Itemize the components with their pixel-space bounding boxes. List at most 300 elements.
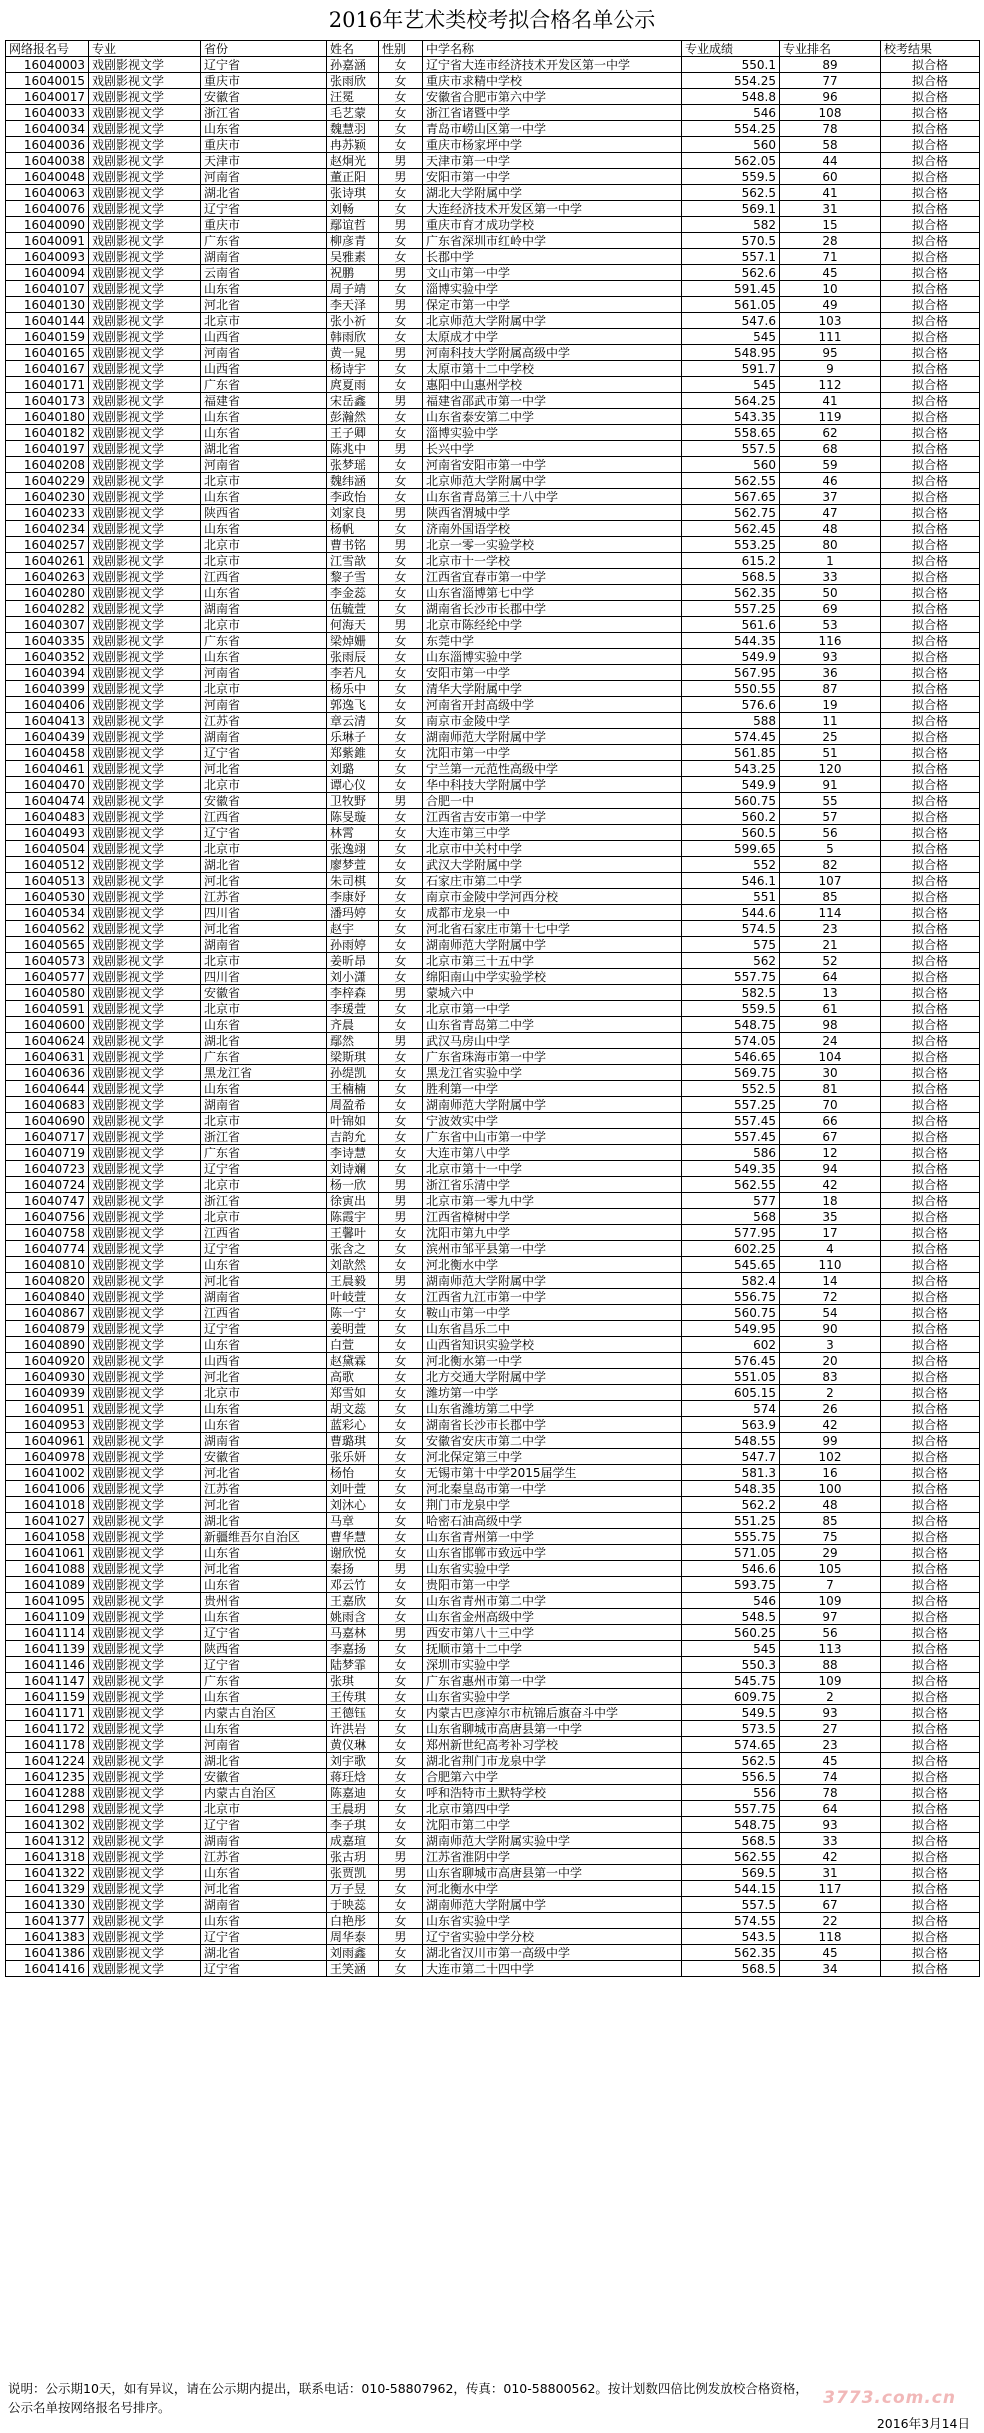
cell-rank: 31: [780, 1865, 881, 1881]
table-row: [6, 169, 980, 185]
cell-result: 拟合格: [881, 361, 980, 377]
cell-registration-id: 16040033: [6, 105, 89, 121]
cell-school: 江西省吉安市第一中学: [423, 809, 682, 825]
table-row: [6, 1833, 980, 1849]
cell-sex: 女: [379, 1817, 423, 1833]
cell-school: 湖南省长沙市长郡中学: [423, 601, 682, 617]
table-row: [6, 777, 980, 793]
table-row: [6, 585, 980, 601]
cell-sex: 女: [379, 521, 423, 537]
cell-sex: 女: [379, 1689, 423, 1705]
cell-sex: 女: [379, 73, 423, 89]
cell-name: 张梦瑶: [327, 457, 379, 473]
cell-sex: 女: [379, 1801, 423, 1817]
cell-score: 544.35: [682, 633, 780, 649]
table-row: [6, 281, 980, 297]
cell-name: 万子昱: [327, 1881, 379, 1897]
table-row: [6, 121, 980, 137]
cell-rank: 14: [780, 1273, 881, 1289]
cell-sex: 女: [379, 1417, 423, 1433]
cell-result: 拟合格: [881, 729, 980, 745]
table-row: [6, 361, 980, 377]
cell-name: 刘歆然: [327, 1257, 379, 1273]
cell-province: 山西省: [201, 329, 327, 345]
cell-result: 拟合格: [881, 1561, 980, 1577]
cell-province: 山东省: [201, 1017, 327, 1033]
cell-result: 拟合格: [881, 473, 980, 489]
cell-result: 拟合格: [881, 1609, 980, 1625]
cell-major: 戏剧影视文学: [89, 921, 201, 937]
cell-name: 李若凡: [327, 665, 379, 681]
cell-result: 拟合格: [881, 1913, 980, 1929]
table-row: [6, 105, 980, 121]
cell-sex: 女: [379, 233, 423, 249]
cell-sex: 女: [379, 969, 423, 985]
cell-result: 拟合格: [881, 1673, 980, 1689]
cell-sex: 女: [379, 457, 423, 473]
cell-score: 560.5: [682, 825, 780, 841]
cell-sex: 女: [379, 745, 423, 761]
table-row: [6, 1001, 980, 1017]
cell-score: 575: [682, 937, 780, 953]
cell-rank: 85: [780, 1513, 881, 1529]
cell-registration-id: 16040280: [6, 585, 89, 601]
cell-province: 安徽省: [201, 1449, 327, 1465]
table-row: [6, 425, 980, 441]
cell-name: 刘宇歌: [327, 1753, 379, 1769]
cell-registration-id: 16041172: [6, 1721, 89, 1737]
cell-result: 拟合格: [881, 985, 980, 1001]
cell-registration-id: 16040600: [6, 1017, 89, 1033]
cell-rank: 45: [780, 265, 881, 281]
cell-score: 549.35: [682, 1161, 780, 1177]
cell-school: 鞍山市第一中学: [423, 1305, 682, 1321]
table-row: [6, 1049, 980, 1065]
cell-name: 梁斯琪: [327, 1049, 379, 1065]
cell-school: 北京市十一学校: [423, 553, 682, 569]
cell-rank: 77: [780, 73, 881, 89]
cell-registration-id: 16040282: [6, 601, 89, 617]
cell-name: 乐琳子: [327, 729, 379, 745]
cell-major: 戏剧影视文学: [89, 505, 201, 521]
cell-result: 拟合格: [881, 313, 980, 329]
cell-sex: 女: [379, 185, 423, 201]
cell-province: 山东省: [201, 1609, 327, 1625]
cell-major: 戏剧影视文学: [89, 1289, 201, 1305]
table-row: [6, 1657, 980, 1673]
cell-school: 山东省实验中学: [423, 1689, 682, 1705]
cell-rank: 69: [780, 601, 881, 617]
cell-name: 李政怡: [327, 489, 379, 505]
cell-province: 北京市: [201, 473, 327, 489]
cell-sex: 男: [379, 1849, 423, 1865]
cell-name: 黄一晁: [327, 345, 379, 361]
cell-rank: 9: [780, 361, 881, 377]
cell-sex: 女: [379, 1961, 423, 1977]
cell-name: 于映蕊: [327, 1897, 379, 1913]
table-row: [6, 1417, 980, 1433]
table-row: [6, 1913, 980, 1929]
cell-registration-id: 16040413: [6, 713, 89, 729]
cell-major: 戏剧影视文学: [89, 1833, 201, 1849]
cell-major: 戏剧影视文学: [89, 1945, 201, 1961]
cell-registration-id: 16040879: [6, 1321, 89, 1337]
cell-school: 山东淄博实验中学: [423, 649, 682, 665]
cell-rank: 46: [780, 473, 881, 489]
cell-name: 谢欣悦: [327, 1545, 379, 1561]
cell-result: 拟合格: [881, 921, 980, 937]
cell-result: 拟合格: [881, 1385, 980, 1401]
cell-score: 543.5: [682, 1929, 780, 1945]
cell-registration-id: 16041018: [6, 1497, 89, 1513]
cell-result: 拟合格: [881, 1369, 980, 1385]
cell-registration-id: 16040439: [6, 729, 89, 745]
cell-registration-id: 16040230: [6, 489, 89, 505]
cell-name: 韩雨欣: [327, 329, 379, 345]
cell-result: 拟合格: [881, 1785, 980, 1801]
cell-sex: 女: [379, 281, 423, 297]
col-header-province: 省份: [201, 41, 327, 57]
cell-sex: 男: [379, 441, 423, 457]
col-header-major: 专业: [89, 41, 201, 57]
cell-school: 淄博实验中学: [423, 425, 682, 441]
cell-registration-id: 16040953: [6, 1417, 89, 1433]
cell-rank: 90: [780, 1321, 881, 1337]
table-row: [6, 1481, 980, 1497]
cell-result: 拟合格: [881, 601, 980, 617]
cell-score: 571.05: [682, 1545, 780, 1561]
cell-result: 拟合格: [881, 1961, 980, 1977]
cell-registration-id: 16041288: [6, 1785, 89, 1801]
table-row: [6, 825, 980, 841]
cell-score: 577: [682, 1193, 780, 1209]
cell-rank: 58: [780, 137, 881, 153]
cell-rank: 118: [780, 1929, 881, 1945]
cell-sex: 男: [379, 1177, 423, 1193]
cell-result: 拟合格: [881, 57, 980, 73]
cell-major: 戏剧影视文学: [89, 1145, 201, 1161]
cell-sex: 女: [379, 1401, 423, 1417]
cell-sex: 女: [379, 649, 423, 665]
cell-registration-id: 16040867: [6, 1305, 89, 1321]
cell-score: 544.6: [682, 905, 780, 921]
cell-result: 拟合格: [881, 169, 980, 185]
cell-name: 郑雪如: [327, 1385, 379, 1401]
cell-score: 609.75: [682, 1689, 780, 1705]
cell-sex: 女: [379, 1737, 423, 1753]
cell-major: 戏剧影视文学: [89, 105, 201, 121]
cell-sex: 女: [379, 361, 423, 377]
cell-name: 胡文蕊: [327, 1401, 379, 1417]
cell-school: 河北衡水第一中学: [423, 1353, 682, 1369]
cell-registration-id: 16041146: [6, 1657, 89, 1673]
cell-major: 戏剧影视文学: [89, 1673, 201, 1689]
cell-registration-id: 16040978: [6, 1449, 89, 1465]
cell-score: 546: [682, 105, 780, 121]
cell-province: 山西省: [201, 361, 327, 377]
cell-score: 561.85: [682, 745, 780, 761]
table-row: [6, 809, 980, 825]
cell-province: 北京市: [201, 841, 327, 857]
cell-registration-id: 16040717: [6, 1129, 89, 1145]
cell-major: 戏剧影视文学: [89, 537, 201, 553]
cell-name: 叶岐萱: [327, 1289, 379, 1305]
cell-score: 556.5: [682, 1769, 780, 1785]
cell-rank: 99: [780, 1433, 881, 1449]
col-header-sex: 性别: [379, 41, 423, 57]
cell-major: 戏剧影视文学: [89, 1321, 201, 1337]
cell-score: 567.65: [682, 489, 780, 505]
cell-name: 董正阳: [327, 169, 379, 185]
cell-school: 惠阳中山惠州学校: [423, 377, 682, 393]
cell-major: 戏剧影视文学: [89, 1337, 201, 1353]
cell-major: 戏剧影视文学: [89, 1513, 201, 1529]
cell-registration-id: 16040335: [6, 633, 89, 649]
table-row: [6, 1433, 980, 1449]
cell-name: 成嘉瑄: [327, 1833, 379, 1849]
table-row: [6, 1721, 980, 1737]
cell-school: 广东省深圳市红岭中学: [423, 233, 682, 249]
cell-rank: 119: [780, 409, 881, 425]
cell-score: 548.5: [682, 1609, 780, 1625]
cell-score: 576.45: [682, 1353, 780, 1369]
table-row: [6, 1881, 980, 1897]
table-row: [6, 761, 980, 777]
cell-school: 西安市第八十三中学: [423, 1625, 682, 1641]
cell-name: 邓云竹: [327, 1577, 379, 1593]
cell-school: 安阳市第一中学: [423, 169, 682, 185]
cell-result: 拟合格: [881, 793, 980, 809]
cell-school: 石家庄市第二中学: [423, 873, 682, 889]
cell-sex: 女: [379, 1753, 423, 1769]
cell-rank: 36: [780, 665, 881, 681]
cell-sex: 女: [379, 1449, 423, 1465]
cell-school: 辽宁省大连市经济技术开发区第一中学: [423, 57, 682, 73]
cell-sex: 女: [379, 841, 423, 857]
cell-major: 戏剧影视文学: [89, 713, 201, 729]
cell-province: 重庆市: [201, 217, 327, 233]
table-row: [6, 505, 980, 521]
cell-rank: 96: [780, 89, 881, 105]
cell-score: 549.9: [682, 649, 780, 665]
cell-registration-id: 16040820: [6, 1273, 89, 1289]
cell-province: 天津市: [201, 153, 327, 169]
cell-score: 573.5: [682, 1721, 780, 1737]
cell-province: 北京市: [201, 777, 327, 793]
cell-name: 孙缇凯: [327, 1065, 379, 1081]
cell-province: 江苏省: [201, 1481, 327, 1497]
cell-province: 北京市: [201, 313, 327, 329]
cell-registration-id: 16040724: [6, 1177, 89, 1193]
cell-registration-id: 16041224: [6, 1753, 89, 1769]
cell-name: 鄢谊哲: [327, 217, 379, 233]
cell-score: 557.1: [682, 249, 780, 265]
cell-school: 湖南师范大学附属中学: [423, 729, 682, 745]
table-row: [6, 633, 980, 649]
table-row: [6, 1385, 980, 1401]
cell-rank: 56: [780, 1625, 881, 1641]
cell-rank: 48: [780, 1497, 881, 1513]
cell-score: 551: [682, 889, 780, 905]
cell-score: 562.5: [682, 185, 780, 201]
table-row: [6, 89, 980, 105]
cell-score: 562: [682, 953, 780, 969]
col-header-rank: 专业排名: [780, 41, 881, 57]
cell-sex: 女: [379, 249, 423, 265]
cell-major: 戏剧影视文学: [89, 969, 201, 985]
cell-rank: 89: [780, 57, 881, 73]
cell-major: 戏剧影视文学: [89, 521, 201, 537]
cell-rank: 93: [780, 649, 881, 665]
cell-province: 湖南省: [201, 1289, 327, 1305]
cell-registration-id: 16040939: [6, 1385, 89, 1401]
cell-province: 浙江省: [201, 1193, 327, 1209]
cell-registration-id: 16041159: [6, 1689, 89, 1705]
cell-rank: 67: [780, 1897, 881, 1913]
cell-school: 深圳市实验中学: [423, 1657, 682, 1673]
watermark-logo: 3773.com.cn: [823, 2388, 956, 2408]
cell-registration-id: 16041312: [6, 1833, 89, 1849]
table-row: [6, 1529, 980, 1545]
cell-school: 北京市中关村中学: [423, 841, 682, 857]
cell-score: 559.5: [682, 1001, 780, 1017]
cell-major: 戏剧影视文学: [89, 1577, 201, 1593]
cell-province: 河北省: [201, 921, 327, 937]
cell-score: 557.45: [682, 1113, 780, 1129]
cell-major: 戏剧影视文学: [89, 1161, 201, 1177]
cell-province: 河北省: [201, 1369, 327, 1385]
cell-sex: 女: [379, 1337, 423, 1353]
cell-result: 拟合格: [881, 1641, 980, 1657]
cell-province: 河北省: [201, 1561, 327, 1577]
cell-province: 北京市: [201, 681, 327, 697]
cell-result: 拟合格: [881, 649, 980, 665]
table-row: [6, 1145, 980, 1161]
cell-rank: 19: [780, 697, 881, 713]
cell-name: 曹华慧: [327, 1529, 379, 1545]
cell-registration-id: 16041114: [6, 1625, 89, 1641]
cell-school: 江西省樟树中学: [423, 1209, 682, 1225]
cell-name: 白萱: [327, 1337, 379, 1353]
cell-score: 562.55: [682, 473, 780, 489]
cell-province: 重庆市: [201, 137, 327, 153]
cell-major: 戏剧影视文学: [89, 1529, 201, 1545]
cell-rank: 20: [780, 1353, 881, 1369]
cell-major: 戏剧影视文学: [89, 345, 201, 361]
cell-result: 拟合格: [881, 1929, 980, 1945]
cell-rank: 11: [780, 713, 881, 729]
cell-province: 北京市: [201, 1113, 327, 1129]
cell-rank: 57: [780, 809, 881, 825]
cell-rank: 64: [780, 969, 881, 985]
cell-result: 拟合格: [881, 329, 980, 345]
cell-province: 浙江省: [201, 1129, 327, 1145]
cell-province: 江苏省: [201, 889, 327, 905]
cell-school: 沈阳市第九中学: [423, 1225, 682, 1241]
cell-rank: 42: [780, 1177, 881, 1193]
cell-name: 曹书铭: [327, 537, 379, 553]
cell-score: 549.9: [682, 777, 780, 793]
cell-registration-id: 16040774: [6, 1241, 89, 1257]
cell-province: 广东省: [201, 633, 327, 649]
cell-province: 辽宁省: [201, 201, 327, 217]
cell-name: 周盈希: [327, 1097, 379, 1113]
cell-rank: 29: [780, 1545, 881, 1561]
table-row: [6, 1945, 980, 1961]
cell-registration-id: 16041298: [6, 1801, 89, 1817]
cell-result: 拟合格: [881, 489, 980, 505]
cell-major: 戏剧影视文学: [89, 665, 201, 681]
cell-registration-id: 16040234: [6, 521, 89, 537]
table-row: [6, 217, 980, 233]
cell-score: 562.6: [682, 265, 780, 281]
cell-province: 山东省: [201, 1417, 327, 1433]
cell-province: 河南省: [201, 169, 327, 185]
cell-result: 拟合格: [881, 1449, 980, 1465]
cell-score: 547.7: [682, 1449, 780, 1465]
cell-name: 郑紫錐: [327, 745, 379, 761]
cell-score: 574.5: [682, 921, 780, 937]
cell-sex: 女: [379, 1609, 423, 1625]
cell-province: 辽宁省: [201, 1241, 327, 1257]
cell-province: 北京市: [201, 1385, 327, 1401]
cell-result: 拟合格: [881, 377, 980, 393]
cell-result: 拟合格: [881, 1417, 980, 1433]
cell-result: 拟合格: [881, 345, 980, 361]
cell-name: 刘沐心: [327, 1497, 379, 1513]
cell-major: 戏剧影视文学: [89, 1465, 201, 1481]
cell-sex: 男: [379, 217, 423, 233]
table-row: [6, 1113, 980, 1129]
cell-score: 552.5: [682, 1081, 780, 1097]
cell-school: 陕西省渭城中学: [423, 505, 682, 521]
cell-result: 拟合格: [881, 1769, 980, 1785]
cell-name: 陈嘉迪: [327, 1785, 379, 1801]
cell-rank: 15: [780, 217, 881, 233]
cell-registration-id: 16041002: [6, 1465, 89, 1481]
cell-province: 广东省: [201, 377, 327, 393]
cell-sex: 男: [379, 1561, 423, 1577]
cell-sex: 女: [379, 1049, 423, 1065]
table-row: [6, 1353, 980, 1369]
cell-major: 戏剧影视文学: [89, 1817, 201, 1833]
cell-registration-id: 16040090: [6, 217, 89, 233]
cell-rank: 26: [780, 1401, 881, 1417]
cell-rank: 50: [780, 585, 881, 601]
cell-name: 李康妤: [327, 889, 379, 905]
cell-name: 孙雨婷: [327, 937, 379, 953]
cell-registration-id: 16040167: [6, 361, 89, 377]
cell-major: 戏剧影视文学: [89, 1081, 201, 1097]
cell-major: 戏剧影视文学: [89, 297, 201, 313]
cell-name: 廖梦萱: [327, 857, 379, 873]
cell-score: 591.45: [682, 281, 780, 297]
cell-province: 安徽省: [201, 1769, 327, 1785]
table-row: [6, 1769, 980, 1785]
cell-name: 何海天: [327, 617, 379, 633]
cell-major: 戏剧影视文学: [89, 1961, 201, 1977]
cell-sex: 女: [379, 121, 423, 137]
cell-sex: 女: [379, 1369, 423, 1385]
cell-sex: 女: [379, 1721, 423, 1737]
cell-major: 戏剧影视文学: [89, 1177, 201, 1193]
cell-school: 湖北省荆门市龙泉中学: [423, 1753, 682, 1769]
cell-school: 武汉马房山中学: [423, 1033, 682, 1049]
cell-school: 文山市第一中学: [423, 265, 682, 281]
cell-result: 拟合格: [881, 121, 980, 137]
cell-school: 湖南师范大学附属中学: [423, 1273, 682, 1289]
cell-sex: 女: [379, 729, 423, 745]
